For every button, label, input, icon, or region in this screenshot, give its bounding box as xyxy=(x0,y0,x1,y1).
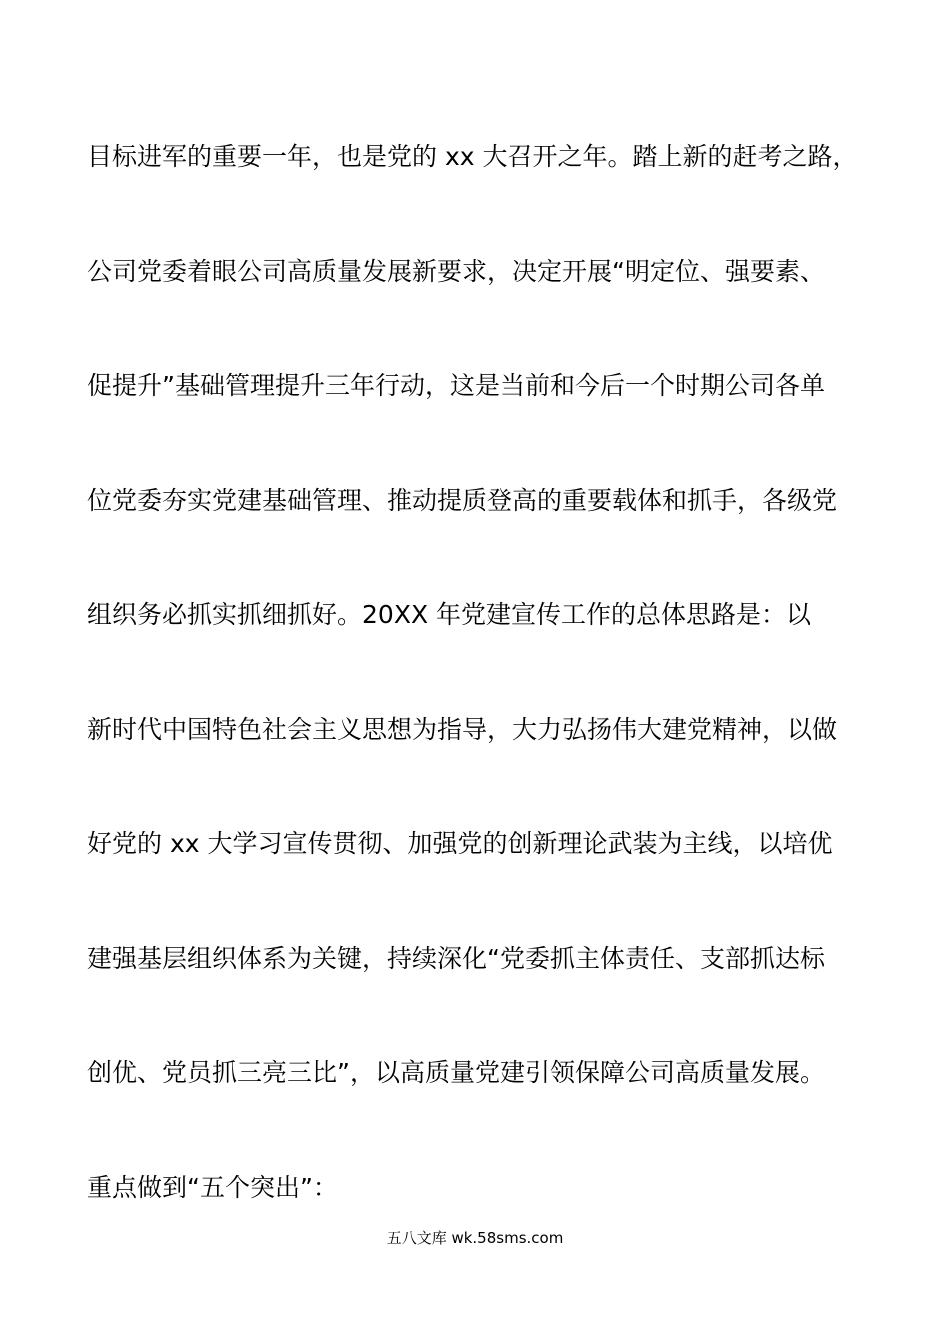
paragraph-line-1: 目标进军的重要一年，也是党的 xx 大召开之年。踏上新的赶考之路， xyxy=(87,142,858,171)
paragraph-line-7: 好党的 xx 大学习宣传贯彻、加强党的创新理论武装为主线，以培优 xyxy=(87,829,833,858)
paragraph-line-5: 组织务必抓实抓细抓好。20XX 年党建宣传工作的总体思路是：以 xyxy=(87,600,812,629)
paragraph-line-8: 建强基层组织体系为关键，持续深化“党委抓主体责任、支部抓达标 xyxy=(87,944,825,973)
paragraph-line-6: 新时代中国特色社会主义思想为指导，大力弘扬伟大建党精神，以做 xyxy=(87,715,838,744)
paragraph-line-9: 创优、党员抓三亮三比”，以高质量党建引领保障公司高质量发展。 xyxy=(87,1058,825,1087)
footer-watermark-text: 五八文库 wk.58sms.com xyxy=(386,1229,564,1247)
paragraph-line-2: 公司党委着眼公司高质量发展新要求，决定开展“明定位、强要素、 xyxy=(87,257,825,286)
paragraph-line-3: 促提升”基础管理提升三年行动，这是当前和今后一个时期公司各单 xyxy=(87,371,825,400)
paragraph-line-10: 重点做到“五个突出”： xyxy=(87,1173,338,1202)
paragraph-line-4: 位党委夯实党建基础管理、推动提质登高的重要载体和抓手，各级党 xyxy=(87,486,838,515)
